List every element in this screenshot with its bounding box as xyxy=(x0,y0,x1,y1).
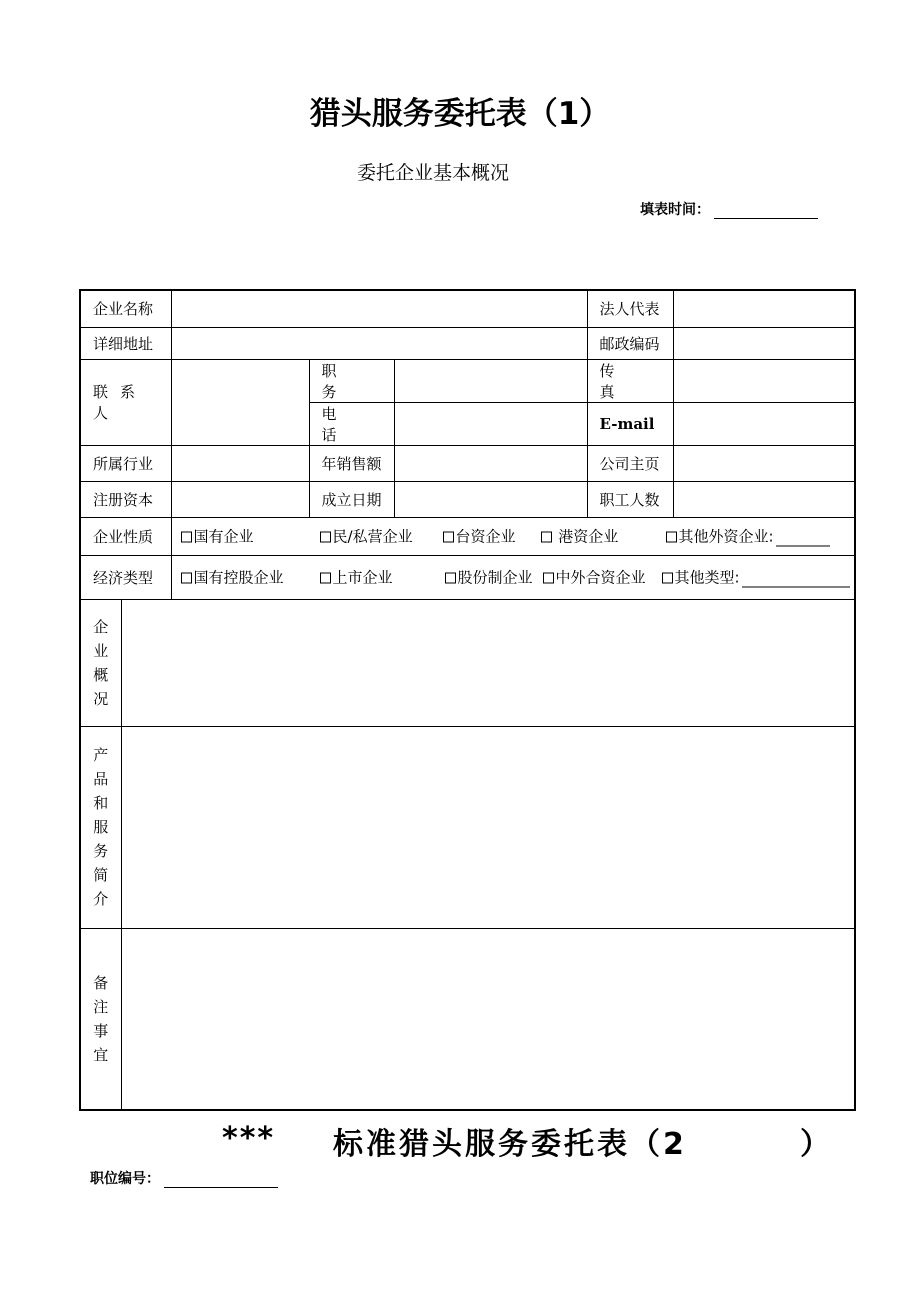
contact-label: 联系人 xyxy=(80,359,171,445)
position-number-line[interactable] xyxy=(164,1173,278,1188)
nature-option[interactable]: 其他外资企业: xyxy=(666,526,830,547)
overview-input[interactable] xyxy=(121,599,855,726)
position-number-label: 职位编号： xyxy=(90,1171,160,1187)
contact-input[interactable] xyxy=(171,359,309,445)
postal-code-input[interactable] xyxy=(673,327,855,359)
nature-option[interactable]: 台资企业 xyxy=(443,526,516,547)
position-input[interactable] xyxy=(394,359,587,402)
company-info-table xyxy=(79,289,856,1111)
title-main: 标准猎头服务委托表（2 xyxy=(333,1127,687,1162)
email-label: E-mail xyxy=(587,402,673,445)
phone-label: 电话 xyxy=(309,402,394,445)
nature-other-line[interactable] xyxy=(776,534,830,547)
title-close-paren: ） xyxy=(800,1127,830,1162)
postal-code-label: 邮政编码 xyxy=(587,327,673,359)
checkbox-icon[interactable] xyxy=(320,573,331,584)
econ-other-line[interactable] xyxy=(742,575,850,588)
checkbox-icon[interactable] xyxy=(445,573,456,584)
econ-options xyxy=(171,555,855,599)
company-name-input[interactable] xyxy=(171,290,587,327)
checkbox-icon[interactable] xyxy=(543,573,554,584)
annual-sales-input[interactable] xyxy=(394,445,587,481)
fill-time-label: 填表时间： xyxy=(640,202,710,218)
position-label: 职务 xyxy=(309,359,394,402)
econ-option[interactable]: 其他类型: xyxy=(662,567,850,588)
homepage-label: 公司主页 xyxy=(587,445,673,481)
legal-rep-label: 法人代表 xyxy=(587,290,673,327)
employees-input[interactable] xyxy=(673,481,855,517)
founded-label: 成立日期 xyxy=(309,481,394,517)
company-name-label: 企业名称 xyxy=(80,290,171,327)
founded-input[interactable] xyxy=(394,481,587,517)
title-stars: *** xyxy=(222,1121,276,1156)
email-input[interactable] xyxy=(673,402,855,445)
checkbox-icon[interactable] xyxy=(541,532,552,543)
homepage-input[interactable] xyxy=(673,445,855,481)
fill-time-line[interactable] xyxy=(714,204,818,219)
address-label: 详细地址 xyxy=(80,327,171,359)
annual-sales-label: 年销售额 xyxy=(309,445,394,481)
address-input[interactable] xyxy=(171,327,587,359)
econ-option[interactable]: 国有控股企业 xyxy=(181,567,284,588)
econ-label: 经济类型 xyxy=(80,555,171,599)
fax-input[interactable] xyxy=(673,359,855,402)
products-label: 产 品 和 服 务 简 介 xyxy=(80,726,121,928)
reg-capital-input[interactable] xyxy=(171,481,309,517)
reg-capital-label: 注册资本 xyxy=(80,481,171,517)
legal-rep-input[interactable] xyxy=(673,290,855,327)
page-title: 猎头服务委托表（1） xyxy=(309,96,611,132)
nature-label: 企业性质 xyxy=(80,517,171,555)
remarks-input[interactable] xyxy=(121,928,855,1110)
nature-options xyxy=(171,517,855,555)
checkbox-icon[interactable] xyxy=(181,532,192,543)
econ-option[interactable]: 股份制企业 xyxy=(445,567,533,588)
position-number-field[interactable] xyxy=(90,1168,278,1188)
industry-input[interactable] xyxy=(171,445,309,481)
industry-label: 所属行业 xyxy=(80,445,171,481)
checkbox-icon[interactable] xyxy=(662,573,673,584)
nature-option[interactable]: 国有企业 xyxy=(181,526,254,547)
overview-label: 企 业 概 况 xyxy=(80,599,121,726)
checkbox-icon[interactable] xyxy=(666,532,677,543)
products-input[interactable] xyxy=(121,726,855,928)
page-subtitle: 委托企业基本概况 xyxy=(356,162,509,184)
nature-option[interactable]: 民/私营企业 xyxy=(320,526,413,547)
remarks-label: 备 注 事 宜 xyxy=(80,928,121,1110)
econ-option[interactable]: 上市企业 xyxy=(320,567,393,588)
checkbox-icon[interactable] xyxy=(443,532,454,543)
fill-time-field[interactable] xyxy=(640,199,818,219)
phone-input[interactable] xyxy=(394,402,587,445)
fax-label: 传真 xyxy=(587,359,673,402)
econ-option[interactable]: 中外合资企业 xyxy=(543,567,646,588)
employees-label: 职工人数 xyxy=(587,481,673,517)
checkbox-icon[interactable] xyxy=(320,532,331,543)
nature-option[interactable]: 港资企业 xyxy=(541,526,619,547)
checkbox-icon[interactable] xyxy=(181,573,192,584)
